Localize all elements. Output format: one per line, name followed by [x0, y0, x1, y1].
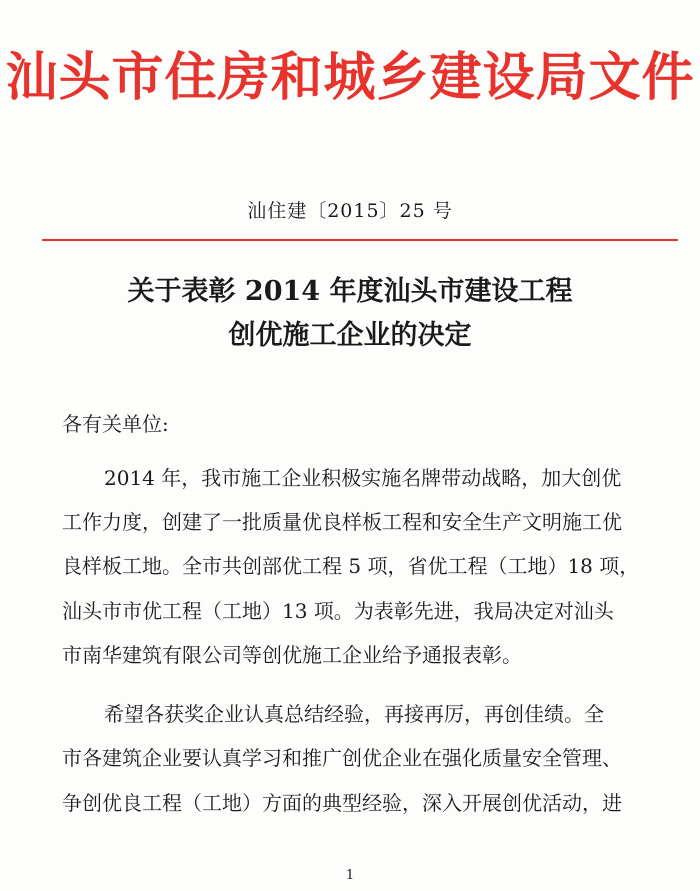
issuer-title: 汕头市住房和城乡建设局文件	[5, 48, 695, 108]
body-line: 2014 年，我市施工企业积极实施名牌带动战略，加大创优	[104, 466, 622, 490]
salutation: 各有关单位:	[62, 412, 169, 436]
body-line: 汕头市市优工程（工地）13 项。为表彰先进，我局决定对汕头	[62, 599, 614, 623]
document-number: 汕住建〔2015〕25 号	[247, 200, 453, 222]
body-line: 希望各获奖企业认真总结经验，再接再厉，再创佳绩。全	[104, 702, 604, 726]
document-title-line-2: 创优施工企业的决定	[228, 320, 472, 351]
body-line: 争创优良工程（工地）方面的典型经验，深入开展创优活动，进	[62, 791, 622, 815]
document-title-line-1: 关于表彰 2014 年度汕头市建设工程	[127, 276, 573, 307]
page-number: 1	[345, 868, 355, 883]
body-line: 工作力度，创建了一批质量优良样板工程和安全生产文明施工优	[62, 510, 622, 534]
body-line: 市南华建筑有限公司等创优施工企业给予通报表彰。	[62, 643, 522, 667]
body-line: 良样板工地。全市共创部优工程 5 项，省优工程（工地）18 项，	[62, 554, 640, 578]
red-divider-line	[42, 239, 678, 241]
body-line: 市各建筑企业要认真学习和推广创优企业在强化质量安全管理、	[62, 746, 622, 770]
